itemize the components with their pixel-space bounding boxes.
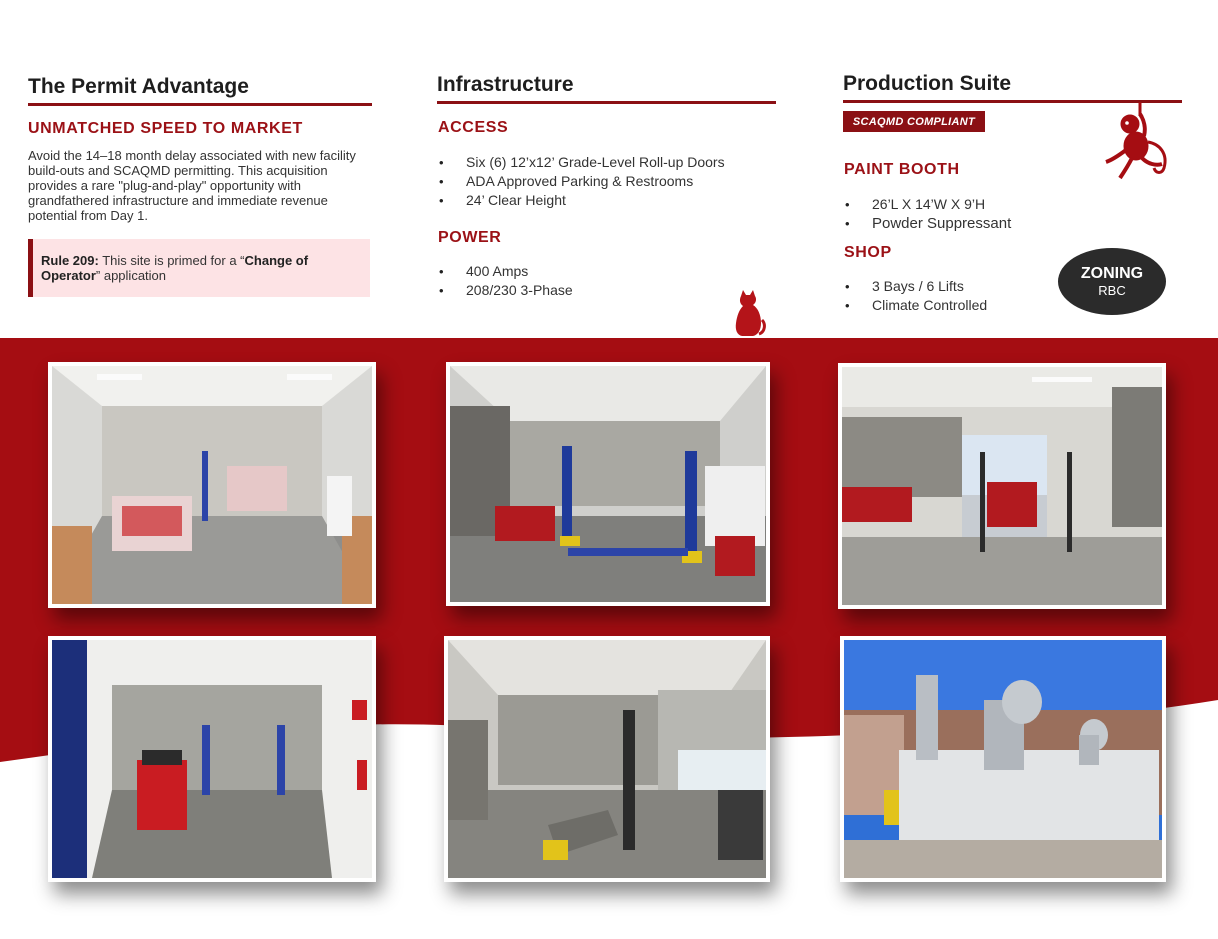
- list-item: • 208/230 3-Phase: [438, 281, 573, 300]
- list-item: • Climate Controlled: [844, 296, 987, 315]
- paint-booth-heading: PAINT BOOTH: [844, 161, 960, 178]
- list-item: • 26’L X 14’W X 9’H: [844, 195, 1011, 214]
- zoning-badge: [1058, 248, 1166, 315]
- photo-garage-bay-1: [48, 362, 376, 608]
- list-item: • ADA Approved Parking & Restrooms: [438, 172, 725, 191]
- paragraph-line: Avoid the 14–18 month delay associated with new facility: [28, 148, 356, 163]
- rule-label: Rule 209:: [41, 253, 99, 268]
- rule-text-b: ” application: [95, 268, 167, 283]
- rule-bold-a: Change of: [244, 253, 309, 268]
- shop-heading: SHOP: [844, 244, 892, 261]
- paint-booth-list: [844, 195, 1011, 233]
- access-list: [438, 153, 725, 210]
- photo-lift-through-doorway: [48, 636, 376, 882]
- list-item: • Six (6) 12’x12’ Grade-Level Roll-up Doors: [438, 153, 725, 172]
- cat-icon: [732, 290, 766, 338]
- col2-title: Infrastructure: [437, 73, 574, 96]
- rule-209-callout: [28, 239, 370, 297]
- permit-paragraph: [28, 148, 388, 223]
- photo-shop-floor: [444, 636, 770, 882]
- rule-text-a: This site is primed for a “: [98, 253, 245, 268]
- list-item: • 3 Bays / 6 Lifts: [844, 277, 987, 296]
- monkey-icon: [1100, 102, 1172, 180]
- power-heading: POWER: [438, 229, 502, 246]
- zoning-label: ZONING: [1080, 264, 1144, 282]
- paragraph-line: potential from Day 1.: [28, 208, 148, 223]
- power-list: [438, 262, 573, 300]
- paragraph-line: grandfathered infrastructure and immediate revenue: [28, 193, 328, 208]
- list-item: • 400 Amps: [438, 262, 573, 281]
- list-item: • Powder Suppressant: [844, 214, 1011, 233]
- shop-list: [844, 277, 987, 315]
- photo-car-on-lift: [838, 363, 1166, 609]
- col2-rule: [437, 101, 776, 104]
- speed-heading: UNMATCHED SPEED TO MARKET: [28, 120, 303, 137]
- scaqmd-badge: SCAQMD COMPLIANT: [843, 111, 985, 132]
- col1-title: The Permit Advantage: [28, 75, 249, 98]
- col3-title: Production Suite: [843, 72, 1011, 95]
- photo-paint-booth-exterior: [840, 636, 1166, 882]
- zoning-value: RBC: [1098, 282, 1126, 298]
- photo-two-post-lift: [446, 362, 770, 606]
- paragraph-line: build-outs and SCAQMD permitting. This acquisition: [28, 163, 328, 178]
- paragraph-line: provides a rare "plug-and-play" opportunity with: [28, 178, 301, 193]
- col1-rule: [28, 103, 372, 106]
- list-item: • 24’ Clear Height: [438, 191, 725, 210]
- access-heading: ACCESS: [438, 119, 509, 136]
- rule-bold-b: Operator: [41, 268, 96, 283]
